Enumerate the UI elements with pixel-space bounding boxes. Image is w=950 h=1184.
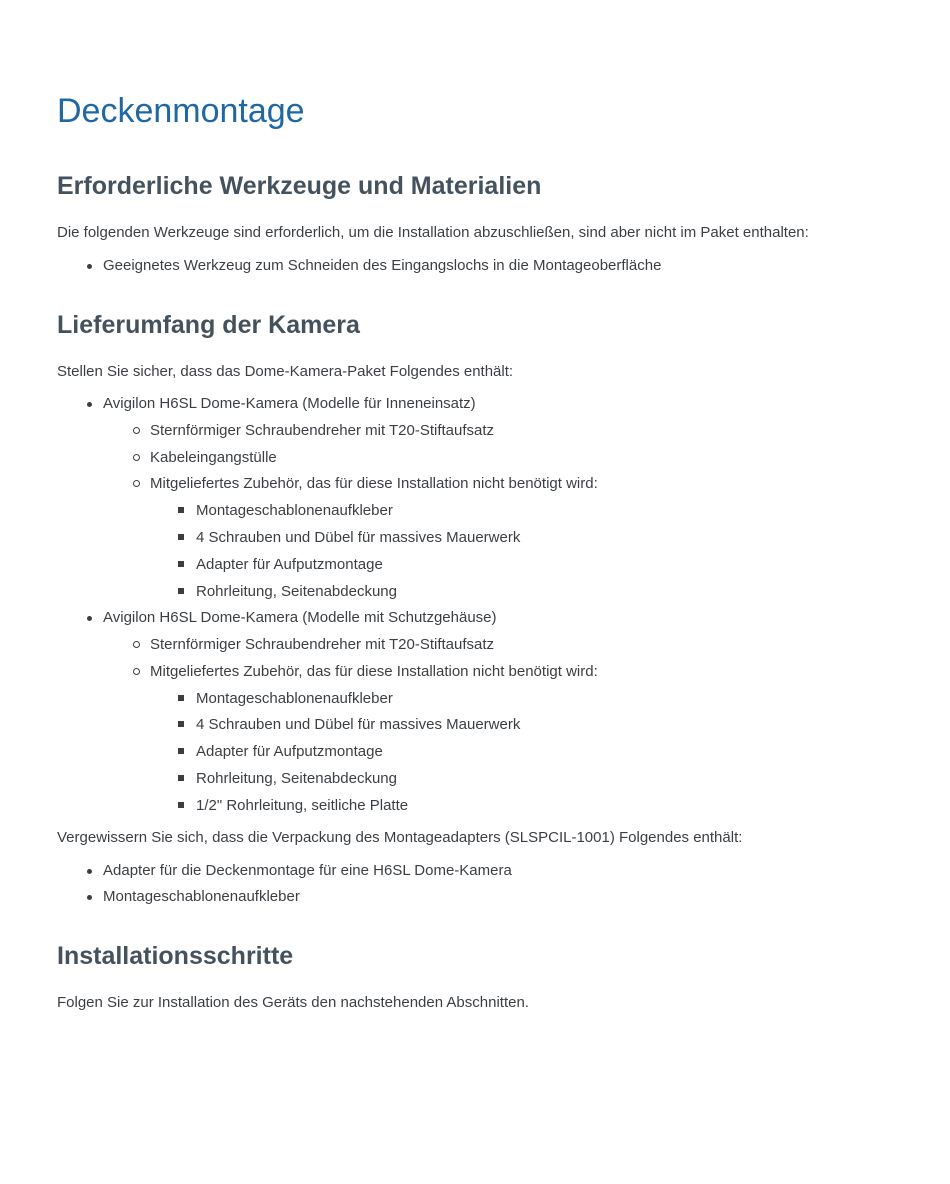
list-item: Adapter für Aufputzmontage bbox=[196, 556, 383, 573]
list-item: Sternförmiger Schraubendreher mit T20-Stiftaufsatz bbox=[150, 422, 495, 439]
section-intro-tools: Die folgenden Werkzeuge sind erforderlich, um die Installation abzuschließen, sind aber nicht im Paket enthalten: bbox=[57, 224, 809, 241]
list-item: Kabeleingangstülle bbox=[150, 449, 277, 466]
page-title: Deckenmontage bbox=[57, 92, 305, 130]
list-item: Mitgeliefertes Zubehör, das für diese Installation nicht benötigt wird: bbox=[150, 475, 598, 492]
list-item: Avigilon H6SL Dome-Kamera (Modelle mit Schutzgehäuse) bbox=[103, 609, 497, 626]
list-item: Rohrleitung, Seitenabdeckung bbox=[196, 583, 397, 600]
list-item: 1/2" Rohrleitung, seitliche Platte bbox=[196, 797, 409, 814]
list-item: Adapter für die Deckenmontage für eine H6SL Dome-Kamera bbox=[103, 862, 512, 879]
list-item: Avigilon H6SL Dome-Kamera (Modelle für Inneneinsatz) bbox=[103, 395, 476, 412]
adapter-intro: Vergewissern Sie sich, dass die Verpackung des Montageadapters (SLSPCIL-1001) Folgendes enthält: bbox=[57, 829, 743, 846]
section-heading-contents: Lieferumfang der Kamera bbox=[57, 311, 360, 339]
section-heading-tools: Erforderliche Werkzeuge und Materialien bbox=[57, 172, 542, 200]
list-item: Montageschablonenaufkleber bbox=[196, 502, 393, 519]
list-item: Adapter für Aufputzmontage bbox=[196, 743, 383, 760]
list-item: Geeignetes Werkzeug zum Schneiden des Eingangslochs in die Montageoberfläche bbox=[103, 257, 662, 274]
list-item: Montageschablonenaufkleber bbox=[103, 888, 300, 905]
list-item: Sternförmiger Schraubendreher mit T20-Stiftaufsatz bbox=[150, 636, 495, 653]
list-item: 4 Schrauben und Dübel für massives Mauerwerk bbox=[196, 716, 521, 733]
list-item: 4 Schrauben und Dübel für massives Mauerwerk bbox=[196, 529, 521, 546]
section-heading-steps: Installationsschritte bbox=[57, 942, 294, 970]
list-item: Mitgeliefertes Zubehör, das für diese Installation nicht benötigt wird: bbox=[150, 663, 598, 680]
list-item: Montageschablonenaufkleber bbox=[196, 690, 393, 707]
section-intro-contents: Stellen Sie sicher, dass das Dome-Kamera-Paket Folgendes enthält: bbox=[57, 363, 514, 380]
list-item: Rohrleitung, Seitenabdeckung bbox=[196, 770, 397, 787]
section-intro-steps: Folgen Sie zur Installation des Geräts den nachstehenden Abschnitten. bbox=[57, 994, 529, 1011]
